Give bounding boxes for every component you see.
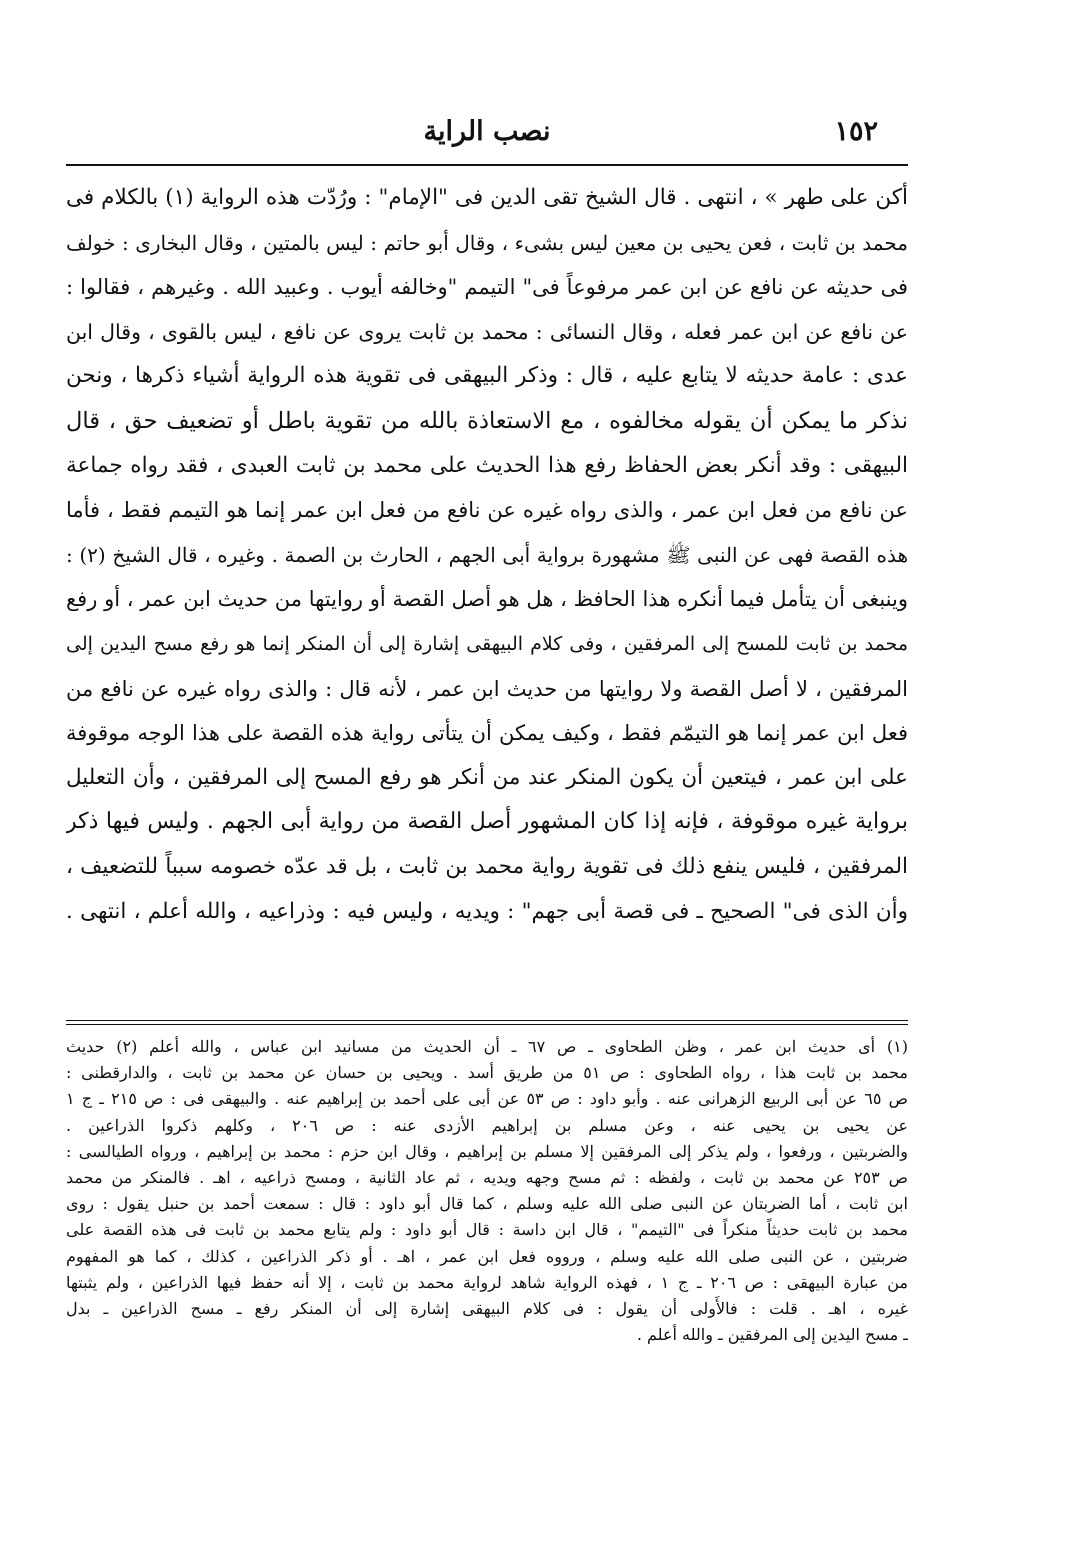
footnote-line: عن يحيى بن يحيى عنه ، وعن مسلم بن إبراهيم الأزدى عنه : ص ٢٠٦ ، وكلهم ذكروا الذراعين . [66,1115,908,1135]
footnote-rule [66,1020,908,1021]
footnote-rule [66,1024,908,1025]
footnote-line: محمد بن ثابت حديثاً منكراً فى "التيمم" ، قال ابن داسة : قال أبو داود : ولم يتابع محمد بن ثابت فى هذه القصة على [66,1220,908,1240]
text-line: أكن على طهر » ، انتهى . قال الشيخ تقى الدين فى "الإمام" : ورُدّت هذه الرواية (١) بالكلام فى [66,185,908,210]
footnote-line: والضربتين ، ورفعوا ، ولم يذكر إلى المرفقين إلا مسلم بن إبراهيم ، وقال ابن حزم : محمد بن إبراهيم ، ورواه الطيالسى : [66,1141,908,1161]
footnote-line: ص ٦٥ عن أبى الربيع الزهرانى عنه . وأبو داود : ص ٥٣ عن أبى على أحمد بن إبراهيم عنه . والبيهقى فى : ص ٢١٥ ـ ج ١ [66,1089,908,1109]
page-number: ١٥٢ [834,116,878,147]
header-rule [66,164,908,166]
text-line: المرفقين ، فليس ينفع ذلك فى تقوية رواية محمد بن ثابت ، بل قد عدّه خصومه سبباً للتضعيف ، [66,853,908,879]
text-line: نذكر ما يمكن أن يقوله مخالفوه ، مع الاستعاذة بالله من تقوية باطل أو تضعيف حق ، قال [66,407,908,434]
text-line: عدى : عامة حديثه لا يتابع عليه ، قال : وذكر البيهقى فى تقوية هذه الرواية أشياء ذكرها ، ونحن [66,363,908,389]
page-header [66,112,908,162]
text-line: فعل ابن عمر إنما هو التيمّم فقط ، وكيف يمكن أن يتأتى رواية هذه القصة على هذا الوجه موقوفة [66,721,908,746]
text-line: المرفقين ، لا أصل القصة ولا روايتها من حديث ابن عمر ، لأنه قال : والذى رواه غيره عن نافع من [66,676,908,701]
text-line: وأن الذى فى" الصحيح ـ فى قصة أبى جهم" : ويديه ، وليس فيه : وذراعيه ، والله أعلم ، انتهى . [66,898,908,924]
text-line: محمد بن ثابت للمسح إلى المرفقين ، وفى كلام البيهقى إشارة إلى أن المنكر إنما هو رفع مسح اليدين إلى [66,632,908,655]
footnote-line: من عبارة البيهقى : ص ٢٠٦ ـ ج ١ ، فهذه الرواية شاهد لرواية محمد بن ثابت ، إلا أنه حفظ فيها الذراعين ، ولم يثبتها [66,1272,908,1292]
footnote-line: محمد بن ثابت هذا ، رواه الطحاوى : ص ٥١ من طريق أسد . ويحيى بن حسان عن محمد بن ثابت ، والدارقطنى : [66,1063,908,1083]
text-line: البيهقى : وقد أنكر بعض الحفاظ رفع هذا الحديث على محمد بن ثابت العبدى ، فقد رواه جماعة [66,452,908,478]
text-line: فى حديثه عن نافع عن ابن عمر مرفوعاً فى" التيمم "وخالفه أيوب . وعبيد الله . وغيرهم ، فقالوا : [66,275,908,300]
footnote-line: (١) أى حديث ابن عمر ، وظن الطحاوى ـ ص ٦٧ ـ أن الحديث من مسانيد ابن عباس ، والله أعلم (٢) حديث [66,1037,908,1056]
footnote-line: غيره ، اهـ . قلت : فالأَولى أن يقول : فى كلام البيهقى إشارة إلى أن المنكر رفع ـ مسح الذراعين ـ بدل [66,1298,908,1318]
text-line: على ابن عمر ، فيتعين أن يكون المنكر عند من أنكر هو رفع المسح إلى المرفقين ، وأن التعليل [66,764,908,790]
text-line: عن نافع عن ابن عمر فعله ، وقال النسائى : محمد بن ثابت يروى عن نافع ، ليس بالقوى ، وقال ابن [66,319,908,344]
main-text [66,176,908,934]
text-line: محمد بن ثابت ، فعن يحيى بن معين ليس بشىء ، وقال أبو حاتم : ليس بالمتين ، وقال البخارى : خولف [66,230,908,255]
text-line: وينبغى أن يتأمل فيما أنكره هذا الحافظ ، هل هو أصل القصة أو روايتها من حديث ابن عمر ، أو رفع [66,587,908,612]
running-title: نصب الراية [423,116,551,147]
footnote-line: ـ مسح اليدين إلى المرفقين ـ والله أعلم . [636,1325,908,1345]
footnote-line: ص ٢٥٣ عن محمد بن ثابت ، ولفظه : ثم مسح وجهه ويديه ، ثم عاد الثانية ، ومسح ذراعيه ، اهـ . فالمنكر من محمد [66,1167,908,1187]
text-line: هذه القصة فهى عن النبى ﷺ مشهورة برواية أبى الجهم ، الحارث بن الصمة . وغيره ، قال الشيخ (٢) : [66,542,908,567]
footnote-line: ابن ثابت ، أما الضربتان عن النبى صلى الله عليه وسلم ، كما قال أبو داود : قال : سمعت أحمد بن حنبل يقول : روى [66,1194,908,1214]
text-line: عن نافع من فعل ابن عمر ، والذى رواه غيره عن نافع من فعل ابن عمر إنما هو التيمم فقط ، فأما [66,498,908,523]
footnote-line: ضربتين ، عن النبى صلى الله عليه وسلم ، ورووه فعل ابن عمر ، اهـ . أو ذكر الذراعين ، كذلك ، كما هو المفهوم [66,1246,908,1266]
footnotes [66,1034,908,1348]
text-line: برواية غيره موقوفة ، فإنه إذا كان المشهور أصل القصة من رواية أبى الجهم . وليس فيها ذكر [66,809,908,835]
